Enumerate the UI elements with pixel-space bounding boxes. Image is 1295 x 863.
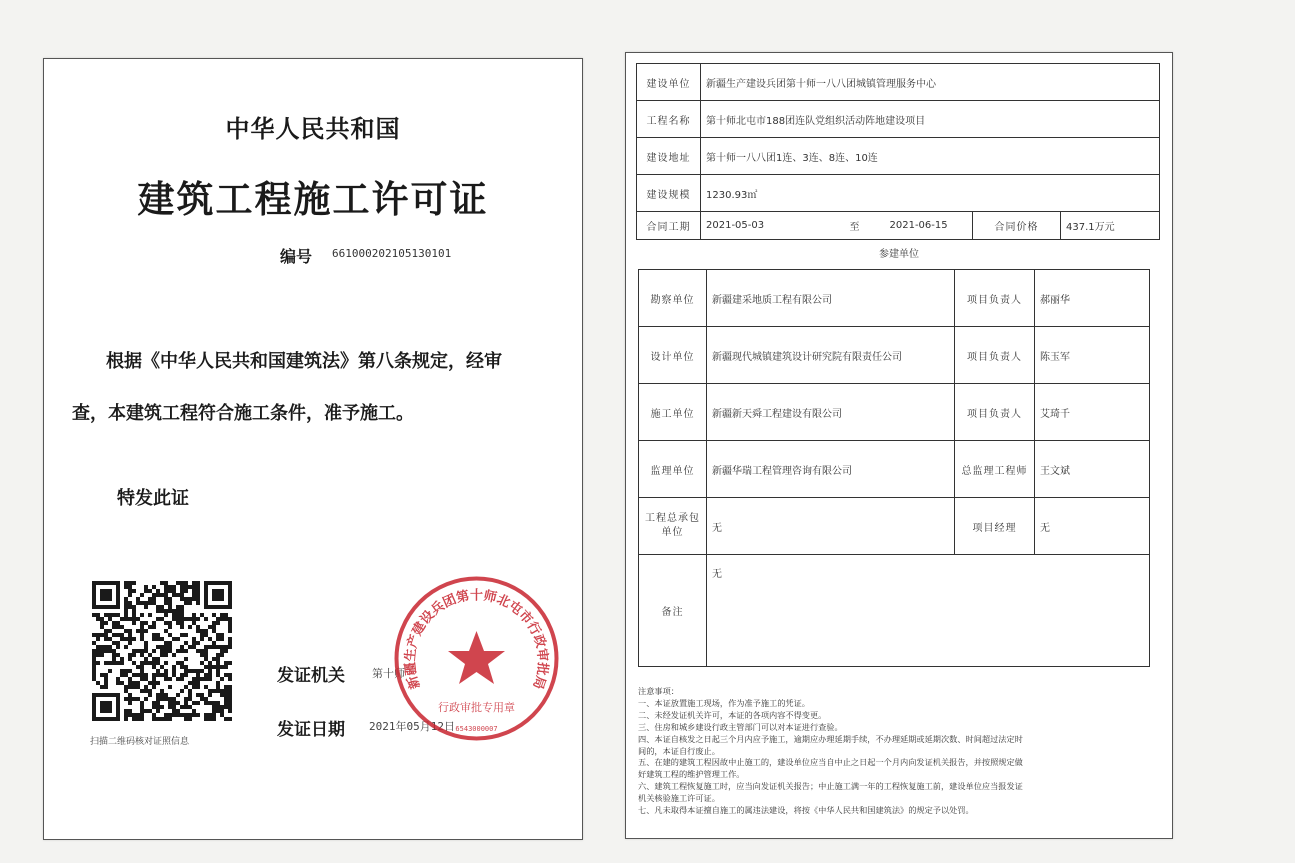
issuer-value: 第十师 [372,667,405,680]
general-contractor-value: 无 [707,498,955,555]
issue-date-label: 发证日期 [277,720,345,740]
certificate-title: 建筑工程施工许可证 [137,177,489,221]
notes-heading: 注意事项： [638,686,679,696]
notes-line: 五、在建的建筑工程因故中止施工的，建设单位应当自中止之日起一个月内向发证机关报告，并按照规定做 [638,757,1023,768]
special-issue-text: 特发此证 [117,488,189,509]
construction-scale-value: 1230.93㎡ [701,175,1160,212]
project-name-label: 工程名称 [637,101,701,138]
qr-code-caption: 扫描二维码核对证照信息 [90,737,190,747]
contract-period-label: 合同工期 [637,212,701,240]
construction-contractor-label: 施工单位 [639,384,707,441]
supervision-unit-value: 新疆华瑞工程管理咨询有限公司 [707,441,955,498]
notes-line: 四、本证自核发之日起三个月内应予施工，逾期应办理延期手续，不办理延期或延期次数、时间超过法定时 [638,733,1023,744]
issue-date-value: 2021年05月12日 [369,720,455,733]
survey-unit-label: 勘察单位 [639,270,707,327]
table-row [637,64,1160,101]
notes-line: 间的，本证自行废止。 [638,745,720,756]
notes-line: 六、建筑工程恢复施工时，应当向发证机关报告；中止施工满一年的工程恢复施工前，建设单位应当报发证 [638,781,1023,792]
survey-role-label: 项目负责人 [955,270,1035,327]
table-row [639,555,1150,667]
project-info-table [636,63,1160,240]
project-details-page [625,52,1173,839]
certificate-number-label: 编号 [280,247,313,266]
certificate-number-value: 661000202105130101 [332,247,452,260]
construction-person-value: 艾琦千 [1035,384,1150,441]
general-contractor-person-value: 无 [1035,498,1150,555]
permit-statement-line-1: 根据《中华人民共和国建筑法》第八条规定，经审 [106,351,502,372]
notes-line: 一、本证放置施工现场，作为准予施工的凭证。 [638,697,810,708]
design-unit-value: 新疆现代城镇建筑设计研究院有限责任公司 [707,327,955,384]
table-row [639,270,1150,327]
table-row [639,498,1150,555]
project-name-value: 第十师北屯市188团连队党组织活动阵地建设项目 [701,101,1160,138]
svg-text:新疆生产建设兵团第十师北屯市行政审批局: 新疆生产建设兵团第十师北屯市行政审批局 [403,588,550,691]
construction-unit-value: 新疆生产建设兵团第十师一八八团城镇管理服务中心 [701,64,1160,101]
seal-stamp-icon [389,571,564,746]
contract-period-separator: 至 [825,212,885,240]
supervision-unit-label: 监理单位 [639,441,707,498]
design-unit-label: 设计单位 [639,327,707,384]
construction-role-label: 项目负责人 [955,384,1035,441]
construction-address-value: 第十师一八八团1连、3连、8连、10连 [701,138,1160,175]
permit-statement-line-2: 查，本建筑工程符合施工条件，准予施工。 [72,403,414,424]
supervision-person-value: 王文斌 [1035,441,1150,498]
contract-end-date: 2021-06-15 [885,212,973,240]
permit-certificate-page [43,58,583,840]
design-role-label: 项目负责人 [955,327,1035,384]
supervision-role-label: 总监理工程师 [955,441,1035,498]
svg-text:行政审批专用章: 行政审批专用章 [438,701,515,714]
table-row [639,327,1150,384]
contract-price-label: 合同价格 [973,212,1061,240]
table-row [637,138,1160,175]
table-row [639,441,1150,498]
contract-price-value: 437.1万元 [1061,212,1160,240]
table-row [637,175,1160,212]
participants-table [638,269,1150,667]
general-contractor-role-label: 项目经理 [955,498,1035,555]
construction-scale-label: 建设规模 [637,175,701,212]
table-row [637,212,1160,240]
general-contractor-label: 工程总承包单位 [639,498,707,555]
table-row [637,101,1160,138]
notes-line: 机关核验施工许可证。 [638,793,720,804]
svg-text:6543000007: 6543000007 [455,725,498,733]
remarks-value: 无 [707,555,1150,667]
country-name: 中华人民共和国 [225,114,401,143]
construction-contractor-value: 新疆新天舜工程建设有限公司 [707,384,955,441]
notes-line: 三、住房和城乡建设行政主管部门可以对本证进行查验。 [638,721,843,732]
table-row [639,384,1150,441]
qr-code[interactable] [92,581,232,721]
qr-code-icon [92,581,232,721]
survey-unit-value: 新疆建采地质工程有限公司 [707,270,955,327]
notes-line: 好建筑工程的维护管理工作。 [638,769,745,780]
construction-unit-label: 建设单位 [637,64,701,101]
participants-caption: 参建单位 [879,249,919,260]
remarks-label: 备注 [639,555,707,667]
official-seal [389,571,564,746]
design-person-value: 陈玉军 [1035,327,1150,384]
survey-person-value: 郝丽华 [1035,270,1150,327]
contract-start-date: 2021-05-03 [701,212,825,240]
issuer-label: 发证机关 [277,666,345,686]
notes-line: 七、凡未取得本证擅自施工的属违法建设，将按《中华人民共和国建筑法》的规定予以处罚。 [638,805,974,816]
construction-address-label: 建设地址 [637,138,701,175]
notes-section [638,686,1158,817]
notes-line: 二、未经发证机关许可，本证的各项内容不得变更。 [638,709,827,720]
